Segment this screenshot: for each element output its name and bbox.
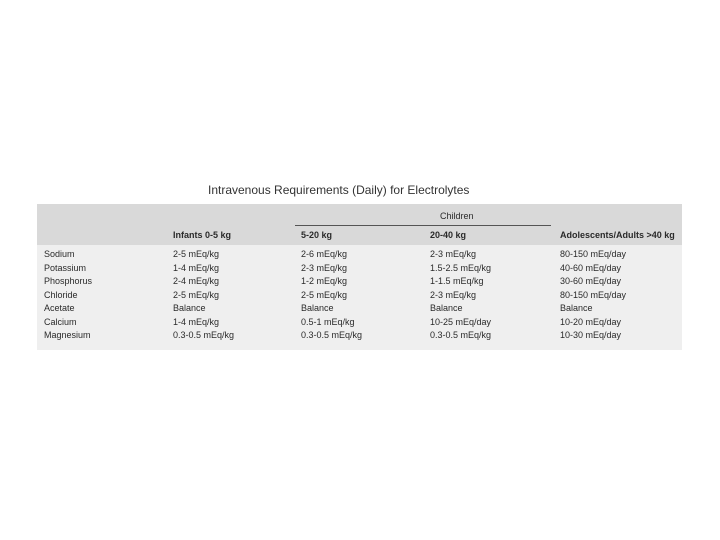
table-row	[37, 302, 682, 316]
table-cell: 1.5-2.5 mEq/kg	[430, 262, 492, 273]
table-cell: 2-3 mEq/kg	[430, 289, 477, 300]
table-title: Intravenous Requirements (Daily) for Electrolytes	[208, 183, 470, 197]
row-label: Magnesium	[44, 330, 91, 340]
table-cell: 0.3-0.5 mEq/kg	[173, 330, 235, 340]
table-cell: 2-5 mEq/kg	[173, 249, 220, 259]
table-row	[37, 329, 682, 343]
table-cell: Balance	[560, 303, 593, 313]
table-header	[37, 204, 682, 245]
table-cell: 1-4 mEq/kg	[173, 262, 220, 273]
table-cell: 0.5-1 mEq/kg	[301, 316, 355, 327]
row-label: Calcium	[44, 316, 77, 327]
table-cell: Balance	[301, 303, 334, 313]
column-header-5-20kg: 5-20 kg	[301, 230, 333, 240]
table-cell: 30-60 mEq/day	[560, 276, 622, 286]
column-header-20-40kg: 20-40 kg	[430, 230, 467, 240]
table-row	[37, 248, 682, 262]
table-cell: 10-20 mEq/day	[560, 316, 622, 327]
table-cell: 2-5 mEq/kg	[173, 289, 220, 300]
table-cell: 1-4 mEq/kg	[173, 316, 220, 327]
table-cell: 2-4 mEq/kg	[173, 276, 220, 286]
table-cell: 1-2 mEq/kg	[301, 276, 348, 286]
table-row	[37, 275, 682, 289]
children-group-rule	[295, 225, 551, 226]
table-row	[37, 262, 682, 276]
table-cell: 10-30 mEq/day	[560, 330, 622, 340]
table-cell: 10-25 mEq/day	[430, 316, 492, 327]
table-cell: 2-6 mEq/kg	[301, 249, 348, 259]
table-cell: 40-60 mEq/day	[560, 262, 622, 273]
electrolyte-table	[37, 204, 682, 350]
table-row	[37, 316, 682, 330]
table-cell: 2-3 mEq/kg	[301, 262, 348, 273]
column-header-adults: Adolescents/Adults >40 kg	[560, 230, 675, 240]
table-cell: 0.3-0.5 mEq/kg	[301, 330, 363, 340]
row-label: Potassium	[44, 262, 87, 273]
table-cell: Balance	[173, 303, 206, 313]
table-cell: 1-1.5 mEq/kg	[430, 276, 484, 286]
table-cell: 2-3 mEq/kg	[430, 249, 477, 259]
column-header-infants: Infants 0-5 kg	[173, 230, 232, 240]
table-cell: 80-150 mEq/day	[560, 289, 627, 300]
table-cell: Balance	[430, 303, 463, 313]
row-label: Sodium	[44, 249, 75, 259]
table-cell: 0.3-0.5 mEq/kg	[430, 330, 492, 340]
row-label: Chloride	[44, 289, 78, 300]
table-cell: 80-150 mEq/day	[560, 249, 627, 259]
table-cell: 2-5 mEq/kg	[301, 289, 348, 300]
children-group-label: Children	[440, 211, 474, 221]
table-row	[37, 289, 682, 303]
row-label: Acetate	[44, 303, 75, 313]
row-label: Phosphorus	[44, 276, 93, 286]
